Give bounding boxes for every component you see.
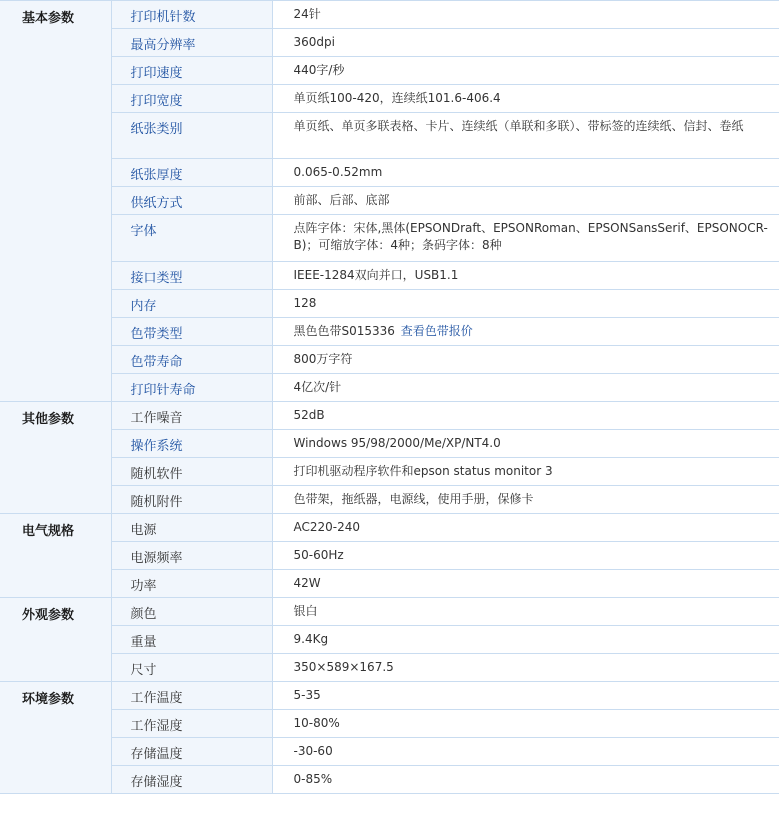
spec-label[interactable]: 纸张类别 — [111, 113, 272, 159]
spec-row — [0, 318, 779, 346]
spec-label: 存储温度 — [111, 738, 272, 766]
spec-value-cell — [272, 570, 779, 598]
spec-value-cell — [272, 598, 779, 626]
spec-row — [0, 346, 779, 374]
spec-value-cell — [272, 290, 779, 318]
spec-value: 银白 — [293, 604, 318, 618]
spec-value-cell — [272, 346, 779, 374]
spec-row — [0, 430, 779, 458]
spec-value: IEEE-1284双向并口，USB1.1 — [293, 268, 459, 282]
spec-value: 42W — [293, 576, 321, 590]
spec-row — [0, 262, 779, 290]
spec-label: 重量 — [111, 626, 272, 654]
spec-row — [0, 486, 779, 514]
spec-label: 尺寸 — [111, 654, 272, 682]
spec-row — [0, 654, 779, 682]
spec-label[interactable]: 色带寿命 — [111, 346, 272, 374]
spec-value: 打印机驱动程序软件和epson status monitor 3 — [293, 464, 553, 478]
spec-row — [0, 570, 779, 598]
spec-value-cell — [272, 374, 779, 402]
spec-value: 9.4Kg — [293, 632, 329, 646]
spec-value-cell — [272, 430, 779, 458]
spec-value: 24针 — [293, 7, 321, 21]
spec-value: 52dB — [293, 408, 325, 422]
price-link[interactable]: 查看色带报价 — [400, 324, 473, 338]
spec-value-cell — [272, 766, 779, 794]
spec-row — [0, 1, 779, 29]
spec-value: 800万字符 — [293, 352, 353, 366]
spec-label[interactable]: 操作系统 — [111, 430, 272, 458]
spec-label: 工作温度 — [111, 682, 272, 710]
spec-value-cell — [272, 215, 779, 262]
group-title: 基本参数 — [0, 1, 111, 402]
spec-value: AC220-240 — [293, 520, 361, 534]
spec-value: 360dpi — [293, 35, 335, 49]
spec-value: Windows 95/98/2000/Me/XP/NT4.0 — [293, 436, 501, 450]
spec-label[interactable]: 打印针寿命 — [111, 374, 272, 402]
spec-label[interactable]: 纸张厚度 — [111, 159, 272, 187]
spec-label: 功率 — [111, 570, 272, 598]
spec-value: 4亿次/针 — [293, 380, 342, 394]
spec-label[interactable]: 供纸方式 — [111, 187, 272, 215]
spec-row — [0, 626, 779, 654]
spec-row — [0, 290, 779, 318]
spec-row — [0, 514, 779, 542]
spec-value: 色带架，拖纸器，电源线，使用手册，保修卡 — [293, 492, 534, 506]
spec-row — [0, 29, 779, 57]
spec-row — [0, 598, 779, 626]
spec-label: 随机附件 — [111, 486, 272, 514]
spec-label[interactable]: 色带类型 — [111, 318, 272, 346]
spec-value-cell — [272, 626, 779, 654]
spec-row — [0, 542, 779, 570]
group-title: 其他参数 — [0, 402, 111, 514]
spec-row — [0, 187, 779, 215]
spec-value: 0-85% — [293, 772, 333, 786]
spec-label[interactable]: 打印宽度 — [111, 85, 272, 113]
spec-row — [0, 682, 779, 710]
spec-value: 10-80% — [293, 716, 340, 730]
spec-label[interactable]: 打印机针数 — [111, 1, 272, 29]
spec-value-cell — [272, 458, 779, 486]
spec-value-cell — [272, 486, 779, 514]
spec-value: 50-60Hz — [293, 548, 344, 562]
spec-label[interactable]: 打印速度 — [111, 57, 272, 85]
spec-label[interactable]: 最高分辨率 — [111, 29, 272, 57]
spec-value-cell — [272, 542, 779, 570]
spec-value-cell — [272, 654, 779, 682]
spec-value: 350×589×167.5 — [293, 660, 394, 674]
spec-value: 440字/秒 — [293, 63, 345, 77]
spec-label: 电源 — [111, 514, 272, 542]
spec-value-cell — [272, 187, 779, 215]
spec-label: 颜色 — [111, 598, 272, 626]
spec-value: 5-35 — [293, 688, 321, 702]
spec-label: 存储湿度 — [111, 766, 272, 794]
spec-value-cell — [272, 57, 779, 85]
spec-value-cell — [272, 29, 779, 57]
spec-row — [0, 710, 779, 738]
spec-label: 工作湿度 — [111, 710, 272, 738]
spec-value-cell — [272, 318, 779, 346]
spec-row — [0, 738, 779, 766]
spec-label[interactable]: 接口类型 — [111, 262, 272, 290]
spec-row — [0, 215, 779, 262]
spec-row — [0, 57, 779, 85]
spec-row — [0, 159, 779, 187]
spec-value-cell — [272, 514, 779, 542]
spec-value: 0.065-0.52mm — [293, 165, 383, 179]
group-title: 外观参数 — [0, 598, 111, 682]
spec-value-cell — [272, 1, 779, 29]
spec-value: -30-60 — [293, 744, 333, 758]
spec-row — [0, 113, 779, 159]
group-title: 电气规格 — [0, 514, 111, 598]
spec-value-cell — [272, 85, 779, 113]
spec-row — [0, 402, 779, 430]
spec-label: 随机软件 — [111, 458, 272, 486]
spec-value-cell — [272, 159, 779, 187]
spec-row — [0, 374, 779, 402]
spec-label[interactable]: 内存 — [111, 290, 272, 318]
spec-label: 工作噪音 — [111, 402, 272, 430]
spec-value-cell — [272, 262, 779, 290]
spec-value-cell — [272, 710, 779, 738]
spec-value-cell — [272, 402, 779, 430]
spec-row — [0, 766, 779, 794]
group-title: 环境参数 — [0, 682, 111, 794]
spec-value-cell — [272, 113, 779, 159]
spec-value: 前部、后部、底部 — [293, 193, 390, 207]
spec-value: 单页纸100-420，连续纸101.6-406.4 — [293, 91, 501, 105]
spec-label: 电源频率 — [111, 542, 272, 570]
spec-value: 128 — [293, 296, 317, 310]
spec-table-body — [0, 1, 779, 794]
spec-row — [0, 458, 779, 486]
spec-value-cell — [272, 738, 779, 766]
spec-value-cell — [272, 682, 779, 710]
spec-row — [0, 85, 779, 113]
spec-value: 单页纸、单页多联表格、卡片、连续纸（单联和多联）、带标签的连续纸、信封、卷纸 — [293, 119, 744, 133]
spec-value: 点阵字体：宋体,黑体(EPSONDraft、EPSONRoman、EPSONSansSerif、EPSONOCR-B)；可缩放字体：4种；条码字体：8种 — [293, 221, 768, 252]
spec-label[interactable]: 字体 — [111, 215, 272, 262]
spec-value: 黑色色带S015336 — [293, 324, 395, 338]
